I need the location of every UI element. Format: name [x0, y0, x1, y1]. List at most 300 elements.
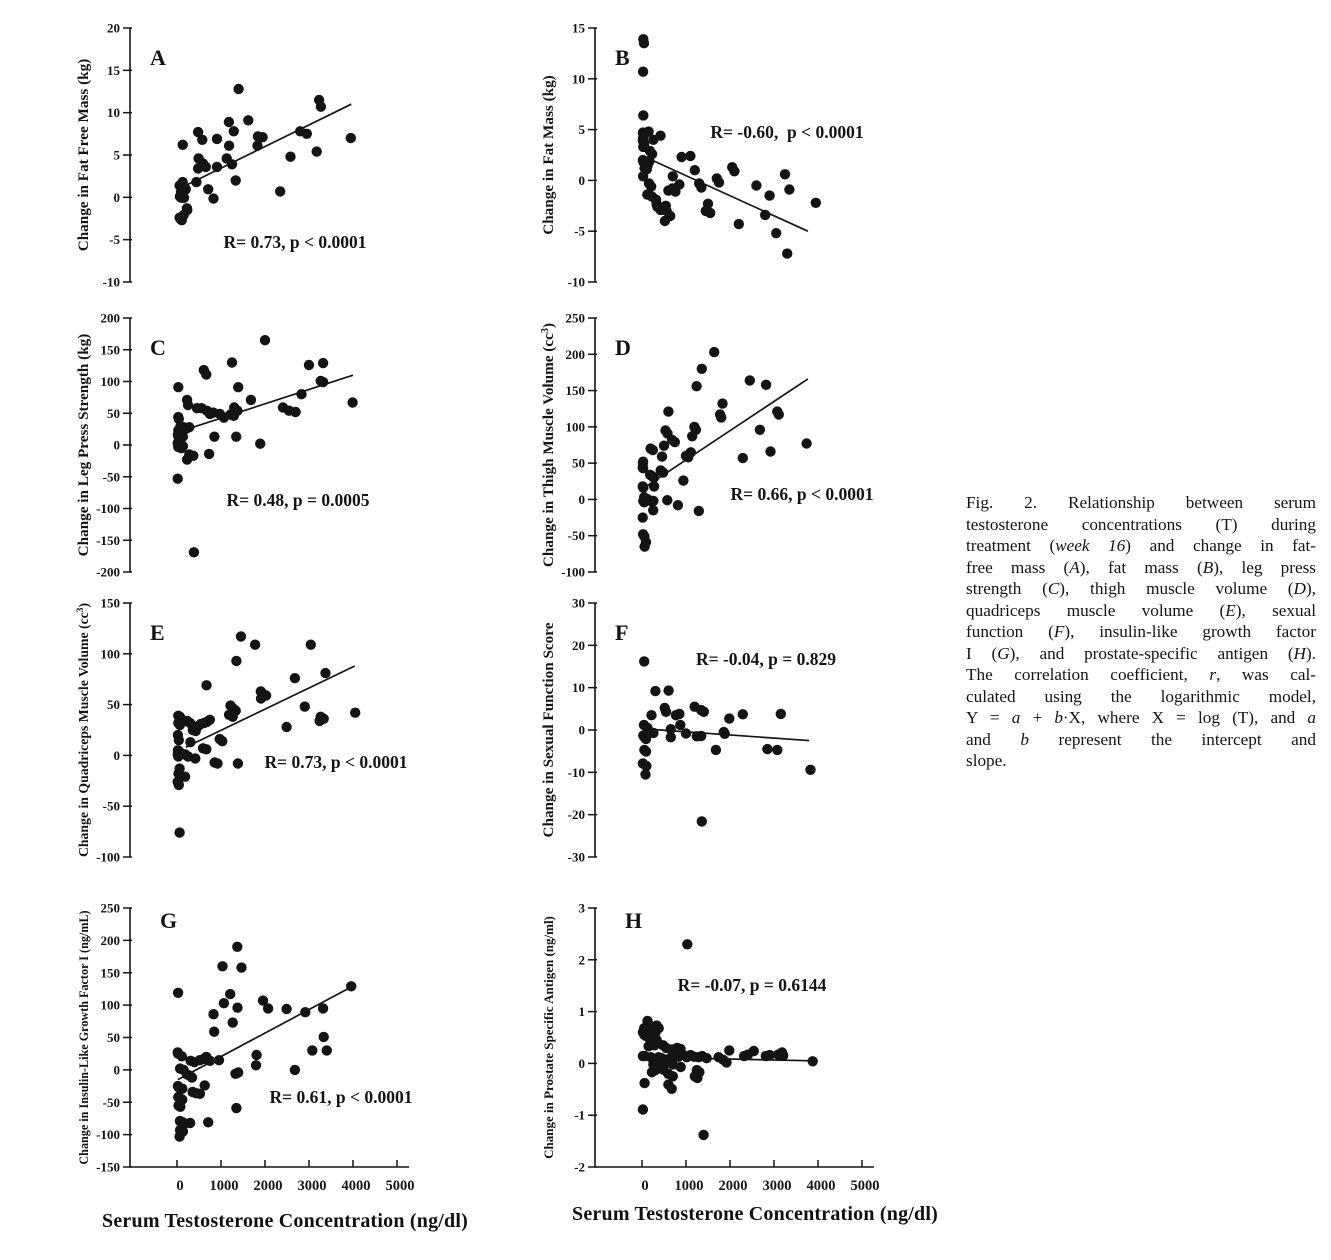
scatter-point: [711, 745, 721, 755]
scatter-point: [290, 407, 300, 417]
scatter-point: [232, 1003, 242, 1013]
scatter-point: [233, 758, 243, 768]
y-tick-label: -10: [567, 764, 585, 780]
correlation-annotation: R= -0.04, p = 0.829: [695, 649, 837, 669]
scatter-point: [697, 816, 707, 826]
x-tick-label: 3000: [762, 1178, 792, 1194]
y-tick-label: -50: [102, 798, 120, 814]
scatter-point: [709, 347, 719, 357]
y-axis: [103, 21, 132, 290]
scatter-point: [201, 744, 211, 754]
scatter-point: [217, 961, 227, 971]
x-tick-label: 0: [176, 1178, 184, 1194]
scatter-point: [674, 709, 684, 719]
scatter-point: [320, 668, 330, 678]
scatter-point: [675, 720, 685, 730]
panel-letter: F: [615, 620, 629, 645]
y-axis-label: Change in Insulin-Like Growth Factor I (ng/mL): [77, 910, 91, 1165]
scatter-point: [191, 177, 201, 187]
caption-italic-segment: C: [1047, 579, 1060, 598]
scatter-point: [251, 1050, 261, 1060]
caption-italic-segment: D: [1293, 579, 1306, 598]
scatter-point: [764, 190, 774, 200]
scatter-point: [674, 179, 684, 189]
scatter-point: [641, 746, 651, 756]
y-tick-label: 100: [100, 374, 120, 389]
x-tick-label: 2000: [253, 1178, 283, 1194]
y-tick-label: 100: [100, 997, 120, 1013]
scatter-point: [178, 210, 188, 220]
x-axis: [595, 1160, 880, 1194]
scatter-point: [200, 1080, 210, 1090]
scatter-point: [639, 656, 649, 666]
scatter-point: [639, 38, 649, 48]
scatter-point: [714, 177, 724, 187]
y-tick-label: 20: [107, 20, 120, 36]
y-tick-label: 0: [113, 189, 120, 205]
scatter-point: [657, 451, 667, 461]
scatter-point: [177, 1051, 187, 1061]
caption-segment: free mass (: [966, 557, 1070, 577]
panel-letter: H: [625, 908, 643, 933]
caption-italic-segment: G: [997, 643, 1010, 663]
scatter-point: [738, 453, 748, 463]
caption-line: [966, 514, 1316, 536]
scatter-point: [290, 673, 300, 683]
panel-letter: A: [150, 45, 166, 70]
scatter-point: [312, 146, 322, 156]
caption-segment: ), insulin-like growth factor: [1064, 622, 1316, 641]
scatter-point: [749, 1046, 759, 1056]
scatter-point: [185, 1118, 195, 1128]
y-tick-label: 5: [113, 147, 120, 163]
scatter-point: [687, 431, 697, 441]
scatter-point: [638, 512, 648, 522]
x-tick-label: 1000: [674, 1178, 704, 1194]
panel-g-chart: [55, 880, 525, 1225]
panel-h-chart: [520, 880, 990, 1225]
scatter-point: [667, 1084, 677, 1094]
scatter-point: [219, 998, 229, 1008]
y-tick-label: -100: [96, 501, 120, 516]
scatter-point: [638, 483, 648, 493]
panel-d-chart: [520, 300, 990, 590]
scatter-point: [174, 1131, 184, 1141]
caption-line: [966, 686, 1316, 708]
caption-segment: strength (: [966, 579, 1048, 598]
scatter-point: [304, 360, 314, 370]
scatter-point: [252, 141, 262, 151]
scatter-point: [314, 716, 324, 726]
y-tick-label: 50: [572, 455, 585, 471]
y-tick-label: 50: [107, 697, 120, 713]
scatter-point: [204, 449, 214, 459]
caption-line: [966, 643, 1316, 665]
y-tick-label: 5: [578, 122, 585, 138]
scatter-point: [233, 382, 243, 392]
caption-line: [966, 492, 1316, 514]
caption-segment: function (: [966, 622, 1054, 641]
scatter-point: [217, 736, 227, 746]
scatter-point: [228, 712, 238, 722]
caption-segment: treatment (: [966, 536, 1056, 555]
scatter-point: [782, 248, 792, 258]
scatter-point: [228, 1017, 238, 1027]
scatter-point: [660, 216, 670, 226]
scatter-point: [696, 182, 706, 192]
scatter-point: [231, 175, 241, 185]
scatter-point: [694, 506, 704, 516]
panel-a-chart: [55, 10, 525, 300]
correlation-annotation: R= 0.61, p < 0.0001: [269, 1087, 413, 1107]
y-tick-label: 0: [113, 1062, 120, 1078]
scatter-point: [772, 745, 782, 755]
scatter-point: [236, 962, 246, 972]
caption-italic-segment: r: [1209, 665, 1217, 684]
scatter-point: [661, 707, 671, 717]
caption-line: [966, 750, 1316, 772]
scatter-point: [219, 413, 229, 423]
y-tick-label: -20: [567, 807, 585, 823]
scatter-points: [173, 631, 361, 838]
scatter-point: [646, 710, 656, 720]
scatter-point: [638, 1104, 648, 1114]
scatter-point: [648, 445, 658, 455]
scatter-point: [306, 640, 316, 650]
x-tick-label: 3000: [297, 1178, 327, 1194]
caption-line: [966, 729, 1316, 751]
scatter-point: [185, 737, 195, 747]
scatter-point: [717, 398, 727, 408]
scatter-point: [318, 358, 328, 368]
scatter-point: [755, 425, 765, 435]
scatter-point: [784, 184, 794, 194]
y-tick-label: -2: [574, 1159, 585, 1175]
scatter-point: [302, 129, 312, 139]
scatter-point: [780, 169, 790, 179]
scatter-points: [174, 84, 356, 226]
scatter-point: [189, 547, 199, 557]
scatter-point: [209, 432, 219, 442]
scatter-point: [670, 437, 680, 447]
y-axis: [96, 901, 132, 1175]
scatter-point: [201, 680, 211, 690]
scatter-point: [300, 701, 310, 711]
caption-segment: ),: [1305, 579, 1316, 598]
scatter-point: [214, 1055, 224, 1065]
caption-italic-segment: a: [1307, 708, 1317, 727]
y-tick-label: -200: [96, 564, 120, 580]
x-tick-label: 1000: [209, 1178, 239, 1194]
y-tick-label: 0: [578, 172, 585, 188]
caption-segment: I (: [966, 643, 998, 663]
y-tick-label: 100: [100, 646, 120, 662]
scatter-point: [285, 152, 295, 162]
y-tick-label: -1: [574, 1107, 585, 1123]
caption-segment: and: [966, 729, 1021, 749]
x-tick-label: 5000: [850, 1178, 880, 1194]
scatter-point: [233, 84, 243, 94]
scatter-point: [250, 640, 260, 650]
scatter-point: [724, 1045, 734, 1055]
scatter-point: [290, 1065, 300, 1075]
caption-segment: quadriceps muscle volume (: [966, 600, 1226, 620]
scatter-point: [760, 210, 770, 220]
y-tick-label: 0: [578, 491, 585, 507]
scatter-point: [805, 765, 815, 775]
x-tick-label: 2000: [718, 1178, 748, 1194]
scatter-point: [771, 228, 781, 238]
scatter-point: [751, 180, 761, 190]
y-tick-label: 0: [578, 722, 585, 738]
y-tick-label: 250: [100, 900, 120, 916]
scatter-point: [745, 375, 755, 385]
scatter-point: [260, 335, 270, 345]
scatter-point: [183, 400, 193, 410]
x-tick-label: 0: [641, 1178, 649, 1194]
caption-segment: ).: [1305, 643, 1316, 663]
caption-line: [966, 600, 1316, 622]
correlation-annotation: R= -0.07, p = 0.6144: [677, 975, 827, 995]
scatter-point: [638, 110, 648, 120]
scatter-point: [738, 709, 748, 719]
panel-letter: E: [150, 620, 165, 645]
y-tick-label: -30: [567, 849, 585, 865]
scatter-point: [659, 441, 669, 451]
scatter-point: [638, 67, 648, 77]
y-tick-label: -150: [96, 532, 120, 548]
scatter-point: [678, 475, 688, 485]
scatter-point: [212, 162, 222, 172]
y-tick-label: 10: [107, 105, 120, 121]
regression-line: [179, 104, 351, 189]
scatter-point: [178, 140, 188, 150]
caption-segment: Y =: [966, 708, 1012, 727]
scatter-point: [174, 827, 184, 837]
scatter-point: [231, 656, 241, 666]
scatter-point: [350, 708, 360, 718]
figure-caption: [966, 492, 1316, 772]
scatter-point: [201, 369, 211, 379]
y-tick-label: 15: [572, 20, 585, 36]
y-tick-label: -150: [96, 1159, 120, 1175]
scatter-point: [692, 1073, 702, 1083]
panel-letter: G: [160, 908, 178, 933]
y-axis-label: Change in Prostate Specific Antigen (ng/ml): [541, 916, 556, 1159]
scatter-point: [209, 1027, 219, 1037]
scatter-point: [639, 1078, 649, 1088]
scatter-point: [721, 1057, 731, 1067]
x-tick-label: 4000: [806, 1178, 836, 1194]
y-tick-label: 1: [578, 1004, 585, 1020]
scatter-point: [232, 942, 242, 952]
scatter-points: [638, 939, 818, 1140]
y-tick-label: -100: [561, 564, 585, 580]
scatter-point: [275, 186, 285, 196]
caption-segment: culated using the logarithmic model,: [966, 686, 1316, 706]
scatter-point: [319, 1032, 329, 1042]
scatter-point: [224, 117, 234, 127]
scatter-point: [681, 728, 691, 738]
scatter-point: [208, 1009, 218, 1019]
y-tick-label: 0: [578, 1055, 585, 1071]
scatter-point: [761, 380, 771, 390]
scatter-point: [676, 152, 686, 162]
scatter-point: [173, 988, 183, 998]
scatter-point: [668, 171, 678, 181]
scatter-point: [316, 102, 326, 112]
scatter-point: [205, 715, 215, 725]
correlation-annotation: R= 0.73, p < 0.0001: [223, 232, 367, 252]
scatter-point: [233, 1067, 243, 1077]
scatter-point: [655, 131, 665, 141]
y-tick-label: -100: [96, 849, 120, 865]
panel-e-chart: [55, 585, 525, 875]
scatter-point: [178, 177, 188, 187]
scatter-point: [347, 397, 357, 407]
scatter-point: [255, 439, 265, 449]
caption-segment: slope.: [966, 751, 1007, 770]
scatter-point: [682, 939, 692, 949]
correlation-annotation: R= 0.73, p < 0.0001: [264, 752, 408, 772]
y-tick-label: -100: [96, 1127, 120, 1143]
y-tick-label: -10: [567, 274, 585, 290]
y-tick-label: 10: [572, 680, 585, 696]
caption-segment: +: [1020, 708, 1055, 727]
scatter-point: [296, 389, 306, 399]
scatter-point: [762, 744, 772, 754]
scatter-point: [182, 454, 192, 464]
scatter-point: [231, 1103, 241, 1113]
scatter-point: [243, 115, 253, 125]
scatter-point: [705, 208, 715, 218]
y-tick-label: -50: [102, 469, 120, 485]
scatter-point: [724, 713, 734, 723]
scatter-point: [346, 981, 356, 991]
scatter-point: [318, 377, 328, 387]
scatter-point: [696, 731, 706, 741]
scatter-point: [256, 693, 266, 703]
scatter-point: [246, 395, 256, 405]
scatter-point: [639, 541, 649, 551]
scatter-point: [212, 134, 222, 144]
y-axis-label: Change in Fat Free Mass (kg): [75, 58, 92, 252]
scatter-point: [811, 198, 821, 208]
y-axis: [96, 311, 132, 580]
caption-line: [966, 621, 1316, 643]
scatter-point: [676, 1062, 686, 1072]
caption-segment: The correlation coefficient,: [966, 665, 1210, 684]
y-axis-label: Change in Sexual Function Score: [540, 622, 557, 838]
y-tick-label: -10: [102, 274, 120, 290]
scatter-point: [699, 707, 709, 717]
caption-line: [966, 664, 1316, 686]
scatter-points: [638, 347, 812, 552]
caption-segment: ), fat mass (: [1079, 557, 1203, 577]
scatter-point: [197, 135, 207, 145]
scatter-point: [648, 505, 658, 515]
scatter-point: [698, 1130, 708, 1140]
caption-segment: ) and change in fat-: [1125, 536, 1316, 555]
scatter-point: [716, 412, 726, 422]
x-axis: [130, 1160, 415, 1194]
scatter-point: [686, 447, 696, 457]
correlation-annotation: R= 0.66, p < 0.0001: [730, 484, 874, 504]
caption-italic-segment: E: [1225, 600, 1236, 620]
scatter-point: [639, 497, 649, 507]
scatter-point: [318, 1003, 328, 1013]
scatter-point: [178, 441, 188, 451]
caption-segment: ), leg press: [1213, 557, 1316, 577]
y-tick-label: -5: [109, 232, 120, 248]
caption-segment: ), sexual: [1235, 600, 1316, 620]
caption-italic-segment: H: [1293, 643, 1306, 663]
y-tick-label: 15: [107, 62, 120, 78]
scatter-points: [173, 335, 358, 558]
y-axis: [568, 21, 597, 290]
caption-segment: testosterone concentrations (T) during: [966, 514, 1316, 534]
y-axis: [574, 901, 597, 1175]
caption-segment: ·X, where X = log (T), and: [1062, 708, 1308, 727]
y-tick-label: 50: [107, 1030, 120, 1045]
scatter-point: [174, 735, 184, 745]
scatter-point: [251, 1060, 261, 1070]
y-tick-label: 100: [565, 419, 585, 435]
y-tick-label: -50: [102, 1094, 120, 1110]
y-tick-label: 150: [100, 342, 120, 358]
y-tick-label: 150: [100, 595, 120, 611]
caption-italic-segment: B: [1202, 557, 1214, 577]
caption-segment: represent the intercept and: [1028, 729, 1316, 749]
y-axis: [96, 596, 132, 865]
caption-segment: ), thigh muscle volume (: [1059, 579, 1294, 598]
x-axis-title-left: Serum Testosterone Concentration (ng/dl): [102, 1210, 468, 1232]
scatter-point: [205, 1056, 215, 1066]
scatter-point: [227, 159, 237, 169]
y-tick-label: 20: [572, 637, 585, 653]
scatter-point: [173, 474, 183, 484]
scatter-point: [227, 357, 237, 367]
y-axis: [561, 311, 597, 580]
scatter-point: [650, 1065, 660, 1075]
y-tick-label: 10: [572, 71, 585, 87]
scatter-point: [224, 141, 234, 151]
panel-letter: C: [150, 335, 166, 360]
panel-letter: D: [615, 335, 631, 360]
scatter-point: [673, 500, 683, 510]
y-axis-label: Change in Quadriceps Muscle Volume $(cc^3)$: [76, 602, 91, 858]
y-tick-label: -50: [567, 528, 585, 544]
scatter-point: [648, 496, 658, 506]
scatter-point: [203, 184, 213, 194]
caption-italic-segment: week 16: [1055, 536, 1126, 555]
panel-b-chart: [520, 10, 990, 300]
scatter-point: [229, 411, 239, 421]
y-tick-label: 0: [113, 747, 120, 763]
y-tick-label: 30: [572, 595, 585, 611]
y-tick-label: 3: [578, 900, 585, 916]
scatter-point: [702, 1053, 712, 1063]
y-tick-label: 50: [107, 405, 120, 421]
caption-line: [966, 557, 1316, 579]
y-axis: [568, 596, 597, 865]
caption-line: [966, 535, 1316, 557]
scatter-point: [208, 193, 218, 203]
scatter-point: [697, 364, 707, 374]
panel-f-chart: [520, 585, 990, 875]
scatter-point: [650, 686, 660, 696]
scatter-point: [663, 406, 673, 416]
